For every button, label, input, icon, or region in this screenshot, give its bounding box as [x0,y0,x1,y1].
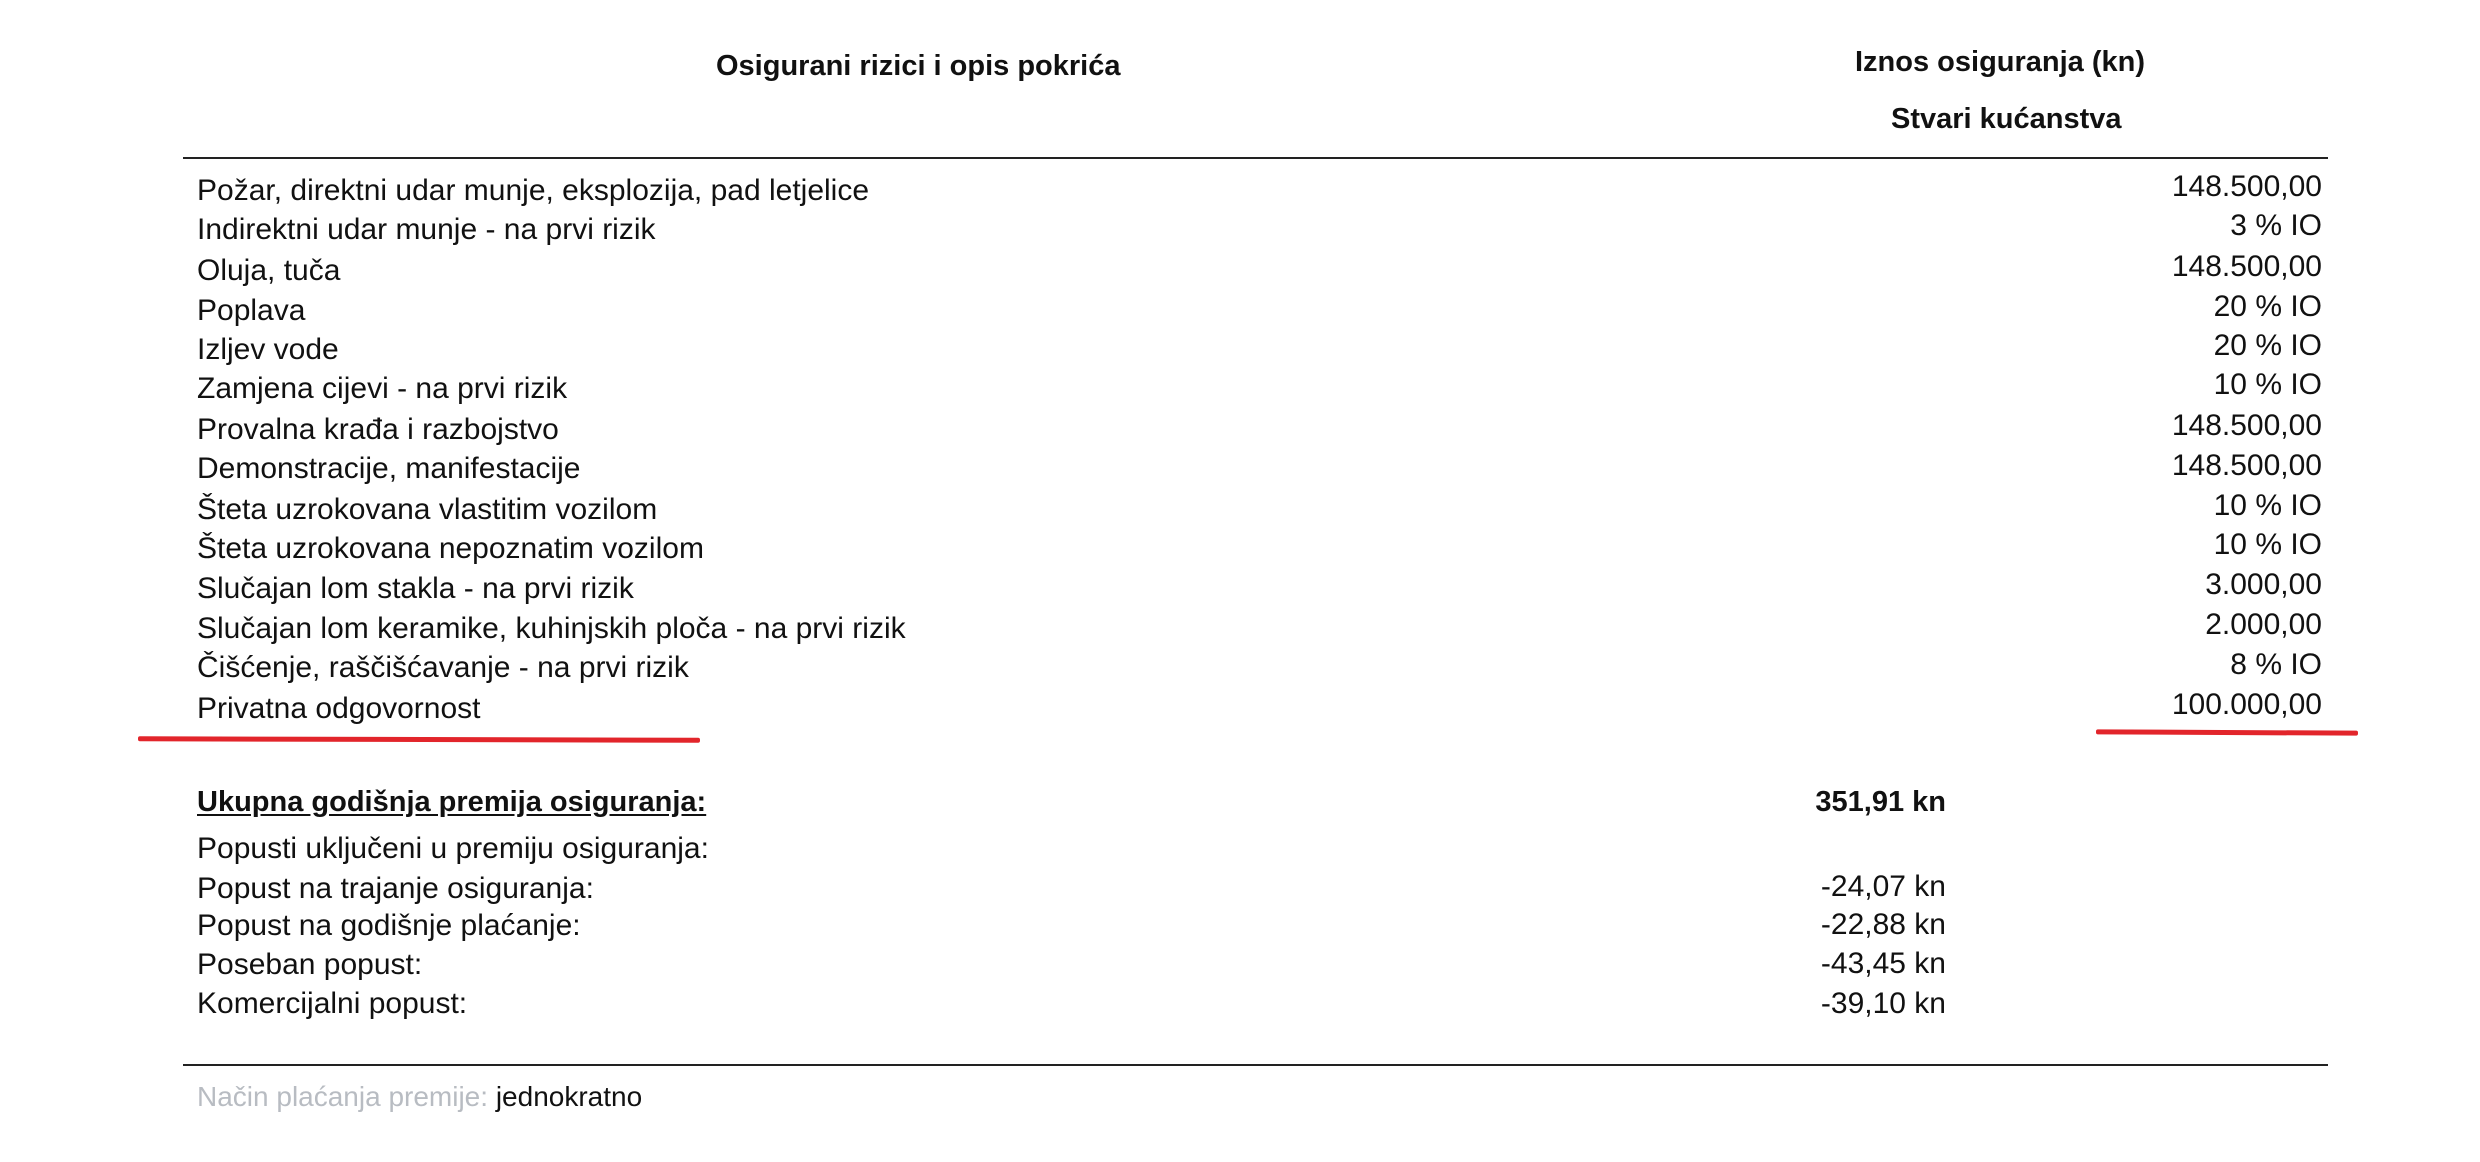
risk-amount: 148.500,00 [2171,170,2322,203]
risk-amount: 20 % IO [2213,290,2322,323]
discounts-heading: Popusti uključeni u premiju osiguranja: [197,832,709,865]
risk-amount: 100.000,00 [2171,688,2322,721]
total-premium-value: 351,91 kn [1815,786,1946,818]
risk-amount: 148.500,00 [2171,409,2322,442]
risk-amount: 148.500,00 [2171,449,2322,482]
discount-value: -43,45 kn [1820,947,1946,980]
risk-label: Demonstracije, manifestacije [197,452,581,485]
risk-amount: 3.000,00 [2205,568,2322,601]
risk-amount: 2.000,00 [2205,608,2322,641]
risk-amount: 20 % IO [2213,329,2322,362]
risk-amount: 8 % IO [2230,648,2322,681]
risk-amount: 10 % IO [2213,368,2322,401]
footer-divider [183,1064,2328,1066]
amount-column-subheader: Stvari kućanstva [1891,103,2122,135]
discount-label: Poseban popust: [197,948,423,981]
payment-method-value: jednokratno [495,1081,643,1112]
risk-amount: 3 % IO [2230,209,2322,242]
risks-column-header: Osigurani rizici i opis pokrića [716,50,1121,82]
discount-value: -24,07 kn [1820,870,1946,903]
risk-label: Šteta uzrokovana nepoznatim vozilom [197,532,704,565]
risk-label: Zamjena cijevi - na prvi rizik [197,372,568,405]
total-premium-label: Ukupna godišnja premija osiguranja: [197,786,707,818]
risk-label: Poplava [197,294,306,327]
risk-label: Slučajan lom stakla - na prvi rizik [197,572,634,605]
risk-label: Slučajan lom keramike, kuhinjskih ploča - na prvi rizik [197,612,906,645]
risk-label: Požar, direktni udar munje, eksplozija, pad letjelice [197,174,870,207]
discount-label: Komercijalni popust: [197,987,468,1020]
discount-value: -39,10 kn [1820,987,1946,1020]
header-divider [183,157,2328,159]
payment-method [197,1077,642,1117]
risk-label: Indirektni udar munje - na prvi rizik [197,213,656,246]
risk-label: Provalna krađa i razbojstvo [197,413,559,446]
risk-amount: 10 % IO [2213,489,2322,522]
risk-label: Izljev vode [197,333,339,366]
risk-label: Čišćenje, raščišćavanje - na prvi rizik [197,651,689,684]
risk-label: Oluja, tuča [197,254,341,287]
risk-amount: 148.500,00 [2171,250,2322,283]
amount-column-header: Iznos osiguranja (kn) [1855,46,2146,78]
discount-label: Popust na godišnje plaćanje: [197,909,581,942]
discount-value: -22,88 kn [1820,908,1946,941]
highlight-underline-amount [2096,729,2358,735]
discount-label: Popust na trajanje osiguranja: [197,872,594,905]
risk-label: Šteta uzrokovana vlastitim vozilom [197,493,658,526]
payment-method-label: Način plaćanja premije: [197,1081,489,1112]
highlight-underline-label [138,736,700,742]
risk-label: Privatna odgovornost [197,692,481,725]
risk-amount: 10 % IO [2213,528,2322,561]
